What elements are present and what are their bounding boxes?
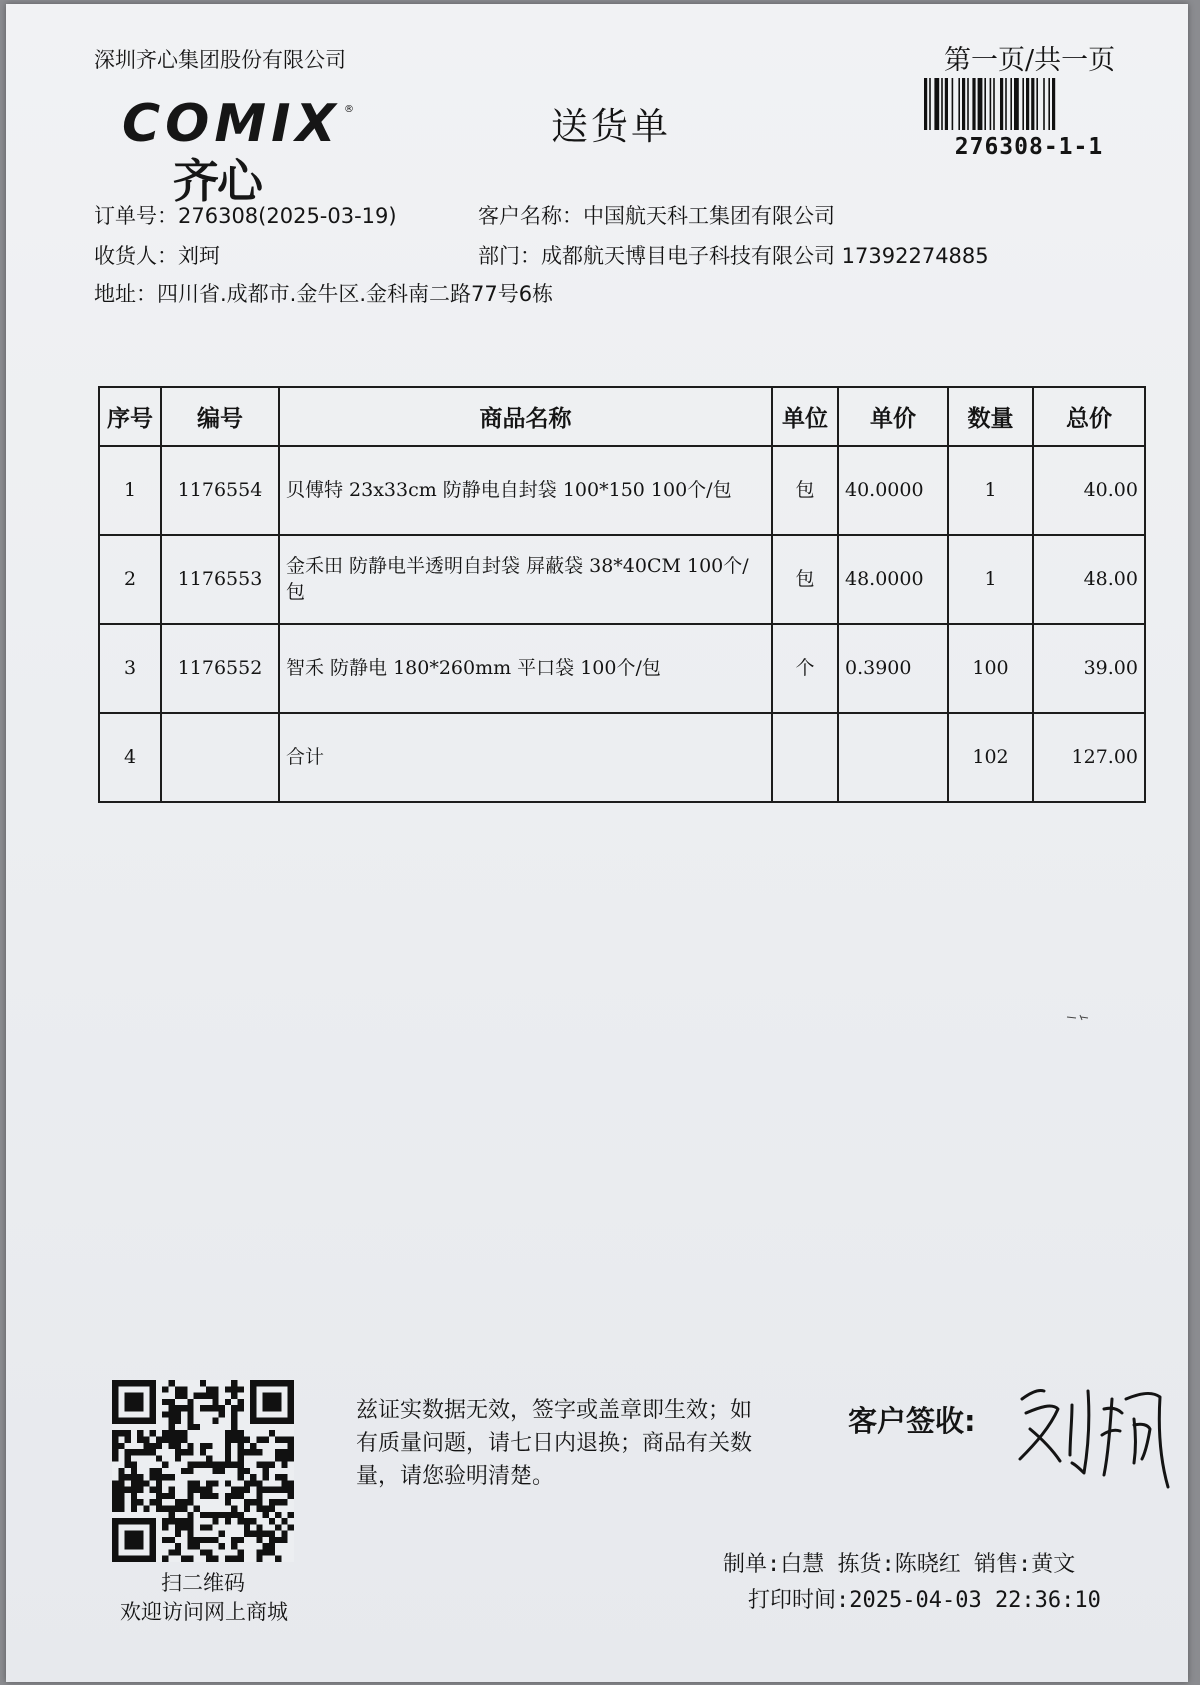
table-row: [99, 624, 1145, 713]
cell-unit: [772, 713, 838, 802]
barcode: [922, 78, 1136, 130]
paper-speck: [1066, 1012, 1094, 1022]
barcode-number: 276308-1-1: [954, 134, 1104, 160]
cell-product-name: 金禾田 防静电半透明自封袋 屏蔽袋 38*40CM 100个/包: [279, 535, 772, 624]
table-row-summary: [99, 713, 1145, 802]
table-header-row: [99, 387, 1145, 446]
cell-seq: 2: [99, 535, 161, 624]
notice-text: 兹证实数据无效，签字或盖章即生效；如有质量问题，请七日内退换；商品有关数量，请您验明清楚。: [356, 1398, 753, 1489]
order-number: 订单号：276308(2025-03-19): [94, 204, 397, 228]
cell-unit-price: 0.3900: [838, 624, 948, 713]
comix-logo-text: COMIX: [122, 94, 341, 154]
customer-sign-label: 客户签收:: [848, 1404, 976, 1438]
company-name: 深圳齐心集团股份有限公司: [94, 48, 346, 72]
department: 部门：成都航天博目电子科技有限公司 17392274885: [478, 244, 989, 268]
cell-code: [161, 713, 279, 802]
cell-product-name: 智禾 防静电 180*260mm 平口袋 100个/包: [279, 624, 772, 713]
table-row: [99, 446, 1145, 535]
cell-unit-price: [838, 713, 948, 802]
cell-code: 1176552: [161, 624, 279, 713]
cell-total: 40.00: [1033, 446, 1145, 535]
cell-unit: 包: [772, 446, 838, 535]
header-unit-price: 单价: [838, 387, 948, 446]
cell-seq: 4: [99, 713, 161, 802]
cell-unit-price: 48.0000: [838, 535, 948, 624]
cell-unit: 个: [772, 624, 838, 713]
registered-mark: ®: [344, 104, 354, 115]
qr-code: [112, 1380, 294, 1562]
qixin-logo-text: 齐心: [173, 154, 261, 208]
cell-seq: 3: [99, 624, 161, 713]
cell-seq: 1: [99, 446, 161, 535]
customer-signature: [1000, 1369, 1180, 1509]
cell-unit-price: 40.0000: [838, 446, 948, 535]
table-row: [99, 535, 1145, 624]
cell-total: 39.00: [1033, 624, 1145, 713]
qr-caption-scan: 扫二维码: [161, 1571, 245, 1595]
header-code: 编号: [161, 387, 279, 446]
print-time: 打印时间:2025-04-03 22:36:10: [748, 1588, 1101, 1613]
cell-quantity: 100: [948, 624, 1033, 713]
qr-caption-visit: 欢迎访问网上商城: [120, 1600, 288, 1624]
page-indicator: 第一页/共一页: [944, 45, 1116, 76]
cell-quantity: 1: [948, 446, 1033, 535]
items-table: [98, 386, 1146, 803]
cell-quantity: 102: [948, 713, 1033, 802]
header-quantity: 数量: [948, 387, 1033, 446]
header-product-name: 商品名称: [279, 387, 772, 446]
cell-quantity: 1: [948, 535, 1033, 624]
cell-code: 1176554: [161, 446, 279, 535]
header-seq: 序号: [99, 387, 161, 446]
header-unit: 单位: [772, 387, 838, 446]
delivery-note-sheet: [6, 4, 1188, 1682]
cell-code: 1176553: [161, 535, 279, 624]
cell-summary-label: 合计: [279, 713, 772, 802]
cell-total: 48.00: [1033, 535, 1145, 624]
receiver: 收货人：刘珂: [94, 244, 220, 268]
cell-product-name: 贝傅特 23x33cm 防静电自封袋 100*150 100个/包: [279, 446, 772, 535]
address: 地址：四川省.成都市.金牛区.金科南二路77号6栋: [94, 282, 554, 306]
header-total: 总价: [1033, 387, 1145, 446]
document-title: 送货单: [551, 105, 671, 148]
customer-name: 客户名称：中国航天科工集团有限公司: [478, 204, 835, 228]
cell-unit: 包: [772, 535, 838, 624]
cell-total: 127.00: [1033, 713, 1145, 802]
staff-info: 制单:白慧 拣货:陈晓红 销售:黄文: [723, 1552, 1076, 1577]
